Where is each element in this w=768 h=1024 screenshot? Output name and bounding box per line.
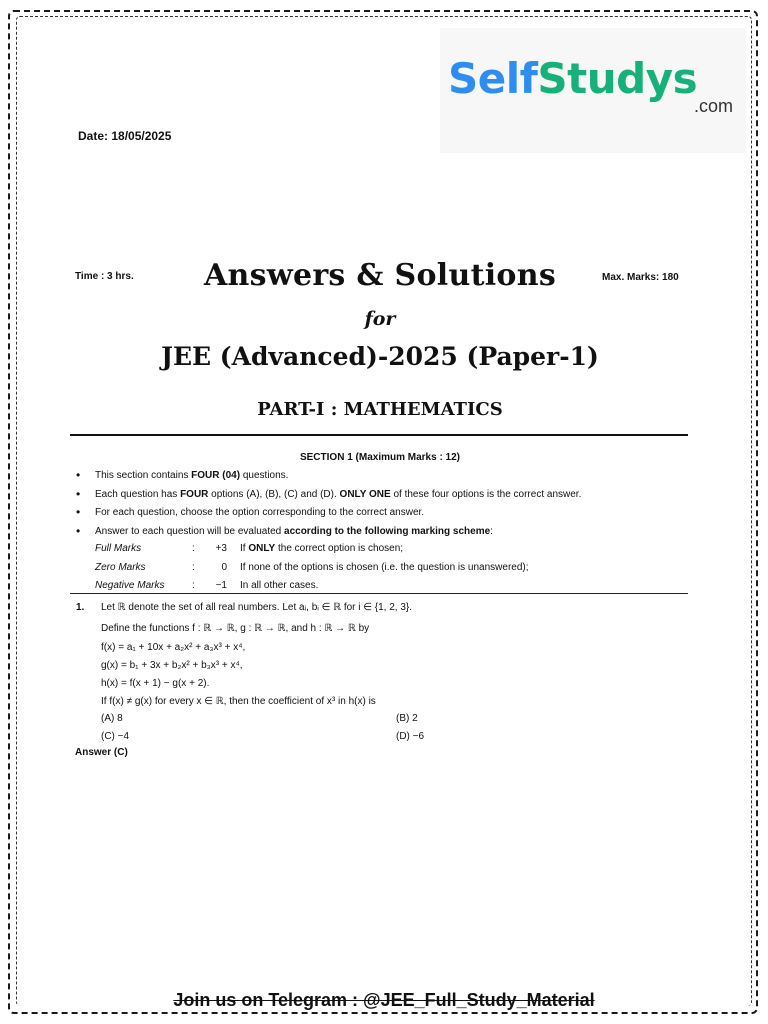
section-heading: SECTION 1 (Maximum Marks : 12) (299, 452, 461, 463)
scheme-colon: : (192, 580, 195, 591)
question-line: f(x) = a₁ + 10x + a₂x² + a₃x³ + x⁴, (101, 642, 246, 653)
instructions-list (76, 470, 686, 544)
question-line: Let ℝ denote the set of all real numbers. Let aᵢ, bᵢ ∈ ℝ for i ∈ {1, 2, 3}. (101, 602, 413, 613)
scheme-desc-text: If (240, 543, 249, 554)
logo-text-studys: Studys (537, 54, 698, 103)
scheme-desc-text: the correct option is chosen; (275, 543, 404, 554)
instruction-text: options (A), (B), (C) and (D). (208, 488, 340, 500)
option-a: (A) 8 (101, 713, 123, 724)
scheme-label: Zero Marks (95, 561, 146, 573)
question-number: 1. (76, 602, 85, 613)
instruction-text: questions. (240, 470, 289, 481)
exam-time: Time : 3 hrs. (75, 271, 134, 282)
scheme-desc-bold: ONLY (248, 543, 276, 554)
for-word: for (364, 308, 396, 330)
scheme-value: −1 (215, 580, 227, 591)
max-marks: Max. Marks: 180 (602, 272, 679, 283)
scheme-desc (240, 543, 403, 554)
logo-suffix: .com (694, 96, 734, 116)
instruction-text: : (490, 525, 493, 537)
instruction-item (76, 507, 686, 526)
instruction-bold: FOUR (180, 488, 209, 500)
answer-label: Answer (C) (75, 747, 128, 758)
divider (70, 593, 688, 594)
scheme-value: +3 (215, 543, 227, 554)
option-b: (B) 2 (396, 713, 418, 724)
scheme-desc: In all other cases. (240, 580, 319, 591)
question-line: Define the functions f : ℝ → ℝ, g : ℝ → ℝ, and h : ℝ → ℝ by (101, 623, 370, 634)
instruction-text: Answer to each question will be evaluated (95, 525, 285, 537)
option-c: (C) −4 (101, 731, 130, 742)
option-d: (D) −6 (396, 731, 425, 742)
instruction-text: of these four options is the correct answer. (390, 488, 582, 500)
part-heading: PART-I : MATHEMATICS (257, 399, 503, 420)
logo-text-self: Self (448, 54, 538, 103)
instruction-text: For each question, choose the option corresponding to the correct answer. (95, 507, 425, 518)
instruction-item (76, 489, 686, 508)
divider (70, 434, 688, 436)
exam-date: Date: 18/05/2025 (78, 129, 172, 143)
scheme-label: Negative Marks (95, 580, 165, 591)
scheme-colon: : (192, 561, 195, 573)
scheme-label: Full Marks (95, 543, 142, 554)
page-title: Answers & Solutions (203, 258, 557, 293)
instruction-item (76, 526, 686, 545)
instruction-bold: according to the following marking scheme (284, 525, 491, 537)
selfstudys-logo (440, 28, 746, 153)
scheme-desc: If none of the options is chosen (i.e. the question is unanswered); (240, 561, 529, 573)
instruction-bold: ONLY ONE (339, 488, 391, 500)
question-line: h(x) = f(x + 1) − g(x + 2). (101, 678, 210, 689)
question-line: g(x) = b₁ + 3x + b₂x² + b₃x³ + x⁴, (101, 660, 243, 671)
exam-name: JEE (Advanced)-2025 (Paper-1) (161, 342, 599, 371)
question-line: If f(x) ≠ g(x) for every x ∈ ℝ, then the coefficient of x³ in h(x) is (101, 696, 376, 707)
instruction-item (76, 470, 686, 489)
instruction-text: This section contains (95, 470, 192, 481)
instruction-bold: FOUR (04) (191, 470, 241, 481)
scheme-colon: : (192, 543, 195, 554)
telegram-footer: Join us on Telegram : @JEE_Full_Study_Material (173, 990, 595, 1010)
scheme-value: 0 (221, 561, 227, 573)
instruction-text: Each question has (95, 488, 181, 500)
